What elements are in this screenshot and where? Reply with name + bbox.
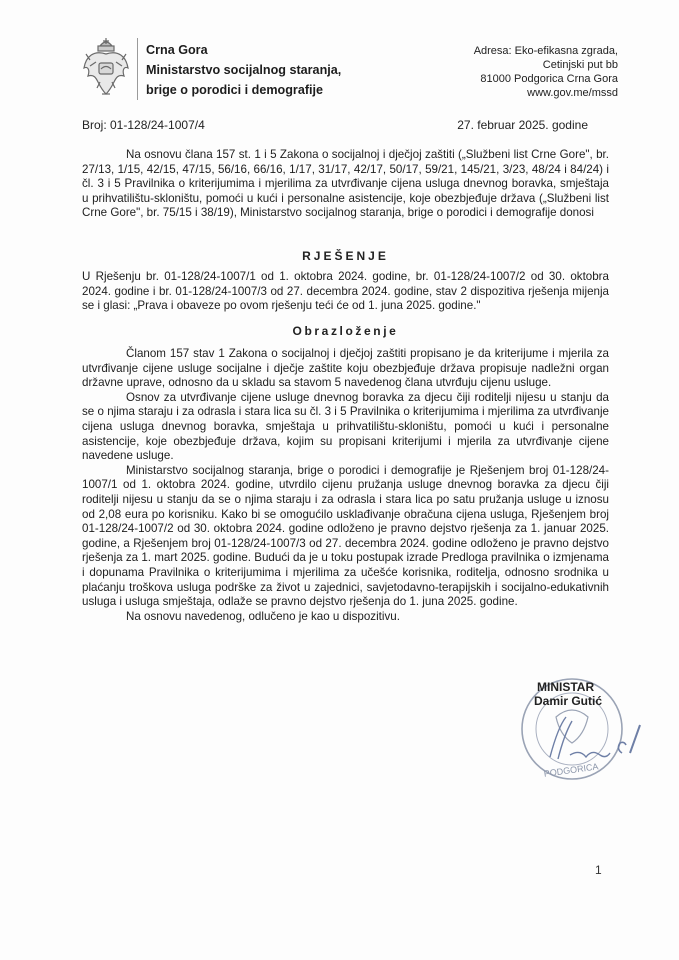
document-number: Broj: 01-128/24-1007/4	[82, 118, 205, 132]
reasoning-section	[82, 347, 609, 624]
reasoning-paragraph: Osnov za utvrđivanje cijene usluge dnevnog boravka za djecu čiji roditelji nijesu u stanju da se o njima staraju i za odrasla i stara lica su čl. 3 i 5 Pravilnika o kriterijumima i mjerilima za utvrđivanje cijena usluga dnevnog boravka, smještaja u prihvatilištu-skloništu, pomoći u kući i personalne asistencije, koje obezbjeđuje država, kojim su propisani kriterijumi i mjerila za utvrđivanje cijene navedene usluge.	[82, 390, 609, 463]
signatory-name: Damir Gutić	[534, 694, 603, 708]
website-link: www.gov.me/mssd	[527, 87, 618, 99]
address-line: 81000 Podgorica Crna Gora	[480, 73, 618, 85]
coat-of-arms-icon	[80, 36, 132, 98]
intro-text: Na osnovu člana 157 st. 1 i 5 Zakona o socijalnoj i dječjoj zaštiti („Službeni list Crne Gore", br. 27/13, 1/15, 42/15, 47/15, 56/16, 66/16, 1/17, 31/17, 42/17, 50/17, 59/21, 145/21, 3/23, 48/24 i 84/24) i čl. 3 i 5 Pravilnika o kriterijumima i mjerilima za utvrđivanje cijena usluga dnevnog boravka, smještaja u prihvatilištu-skloništu, pomoći u kući i personalne asistencije, koje obezbjeđuje država („Službeni list Crne Gore", br. 75/15 i 38/19), Ministarstvo socijalnog staranja, brige o porodici i demografije donosi	[82, 148, 609, 220]
dispositive-text: U Rješenju br. 01-128/24-1007/1 od 1. oktobra 2024. godine, br. 01-128/24-1007/2 od 30. oktobra 2024. godine i br. 01-128/24-1007/3 od 27. decembra 2024. godine, stav 2 dispozitiva rješenja mijenja se i glasi: „Prava i obaveze po ovom rješenju teći će od 1. juna 2025. godine."	[82, 270, 609, 313]
org-country: Crna Gora	[146, 43, 208, 57]
organization-name	[146, 40, 341, 100]
address-line: Cetinjski put bb	[542, 59, 618, 71]
decision-heading: RJEŠENJE	[302, 249, 389, 263]
reasoning-paragraph: Na osnovu navedenog, odlučeno je kao u dispozitivu.	[126, 609, 400, 623]
svg-text:PODGORICA: PODGORICA	[543, 761, 600, 779]
reasoning-paragraph: Ministarstvo socijalnog staranja, brige o porodici i demografije je Rješenjem broj 01-128/24-1007/1 od 1. oktobra 2024. godine, utvrdilo cijenu pružanja usluge dnevnog boravka za djecu čiji roditelji nijesu u stanju da se o njima staraju i za odrasla i stara lica po satu pružanja usluge u iznosu od 2,08 eura po korisniku. Kako bi se omogućilo usklađivanje obračuna cijena usluga, Rješenjem broj 01-128/24-1007/2 od 30. oktobra 2024. godine odloženo je pravno dejstvo rješenja za 1. januar 2025. godine, a Rješenjem broj 01-128/24-1007/3 od 27. decembra 2024. godine odloženo je pravno dejstvo rješenja za 1. mart 2025. godine. Budući da je u toku postupak izrade Predloga pravilnika o izmjenama i dopunama Pravilnika o kriterijumima i mjerilima za učešće korisnika, roditelja, odnosno srodnika u plaćanju troškova usluga podrške za život u zajednici, savjetodavno-terapijskih i socijalno-edukativnih usluga i usluga smještaja, odlaže se pravno dejstvo rješenja do 1. juna 2025. godine.	[82, 463, 609, 609]
address-block	[474, 44, 618, 100]
org-ministry-line1: Ministarstvo socijalnog staranja,	[146, 63, 342, 77]
signatory-title: MINISTAR	[537, 680, 595, 694]
org-ministry-line2: brige o porodici i demografije	[146, 83, 324, 97]
document-date: 27. februar 2025. godine	[457, 118, 588, 132]
page-number: 1	[595, 863, 602, 877]
reasoning-heading: Obrazloženje	[292, 324, 399, 338]
address-line: Adresa: Eko-efikasna zgrada,	[473, 45, 618, 57]
reasoning-paragraph: Članom 157 stav 1 Zakona o socijalnoj i dječjoj zaštiti propisano je da kriterijume i mjerila za utvrđivanje cijene usluge socijalne i dječje zaštite koju obezbjeđuje država propisuje nadležni organ državne uprave, odnosno da u skladu sa stavom 5 navedenog člana utvrđuju cijenu usluge.	[82, 347, 609, 390]
decision-dispositive	[82, 270, 609, 314]
header-divider	[137, 38, 138, 100]
intro-paragraph	[82, 148, 609, 221]
